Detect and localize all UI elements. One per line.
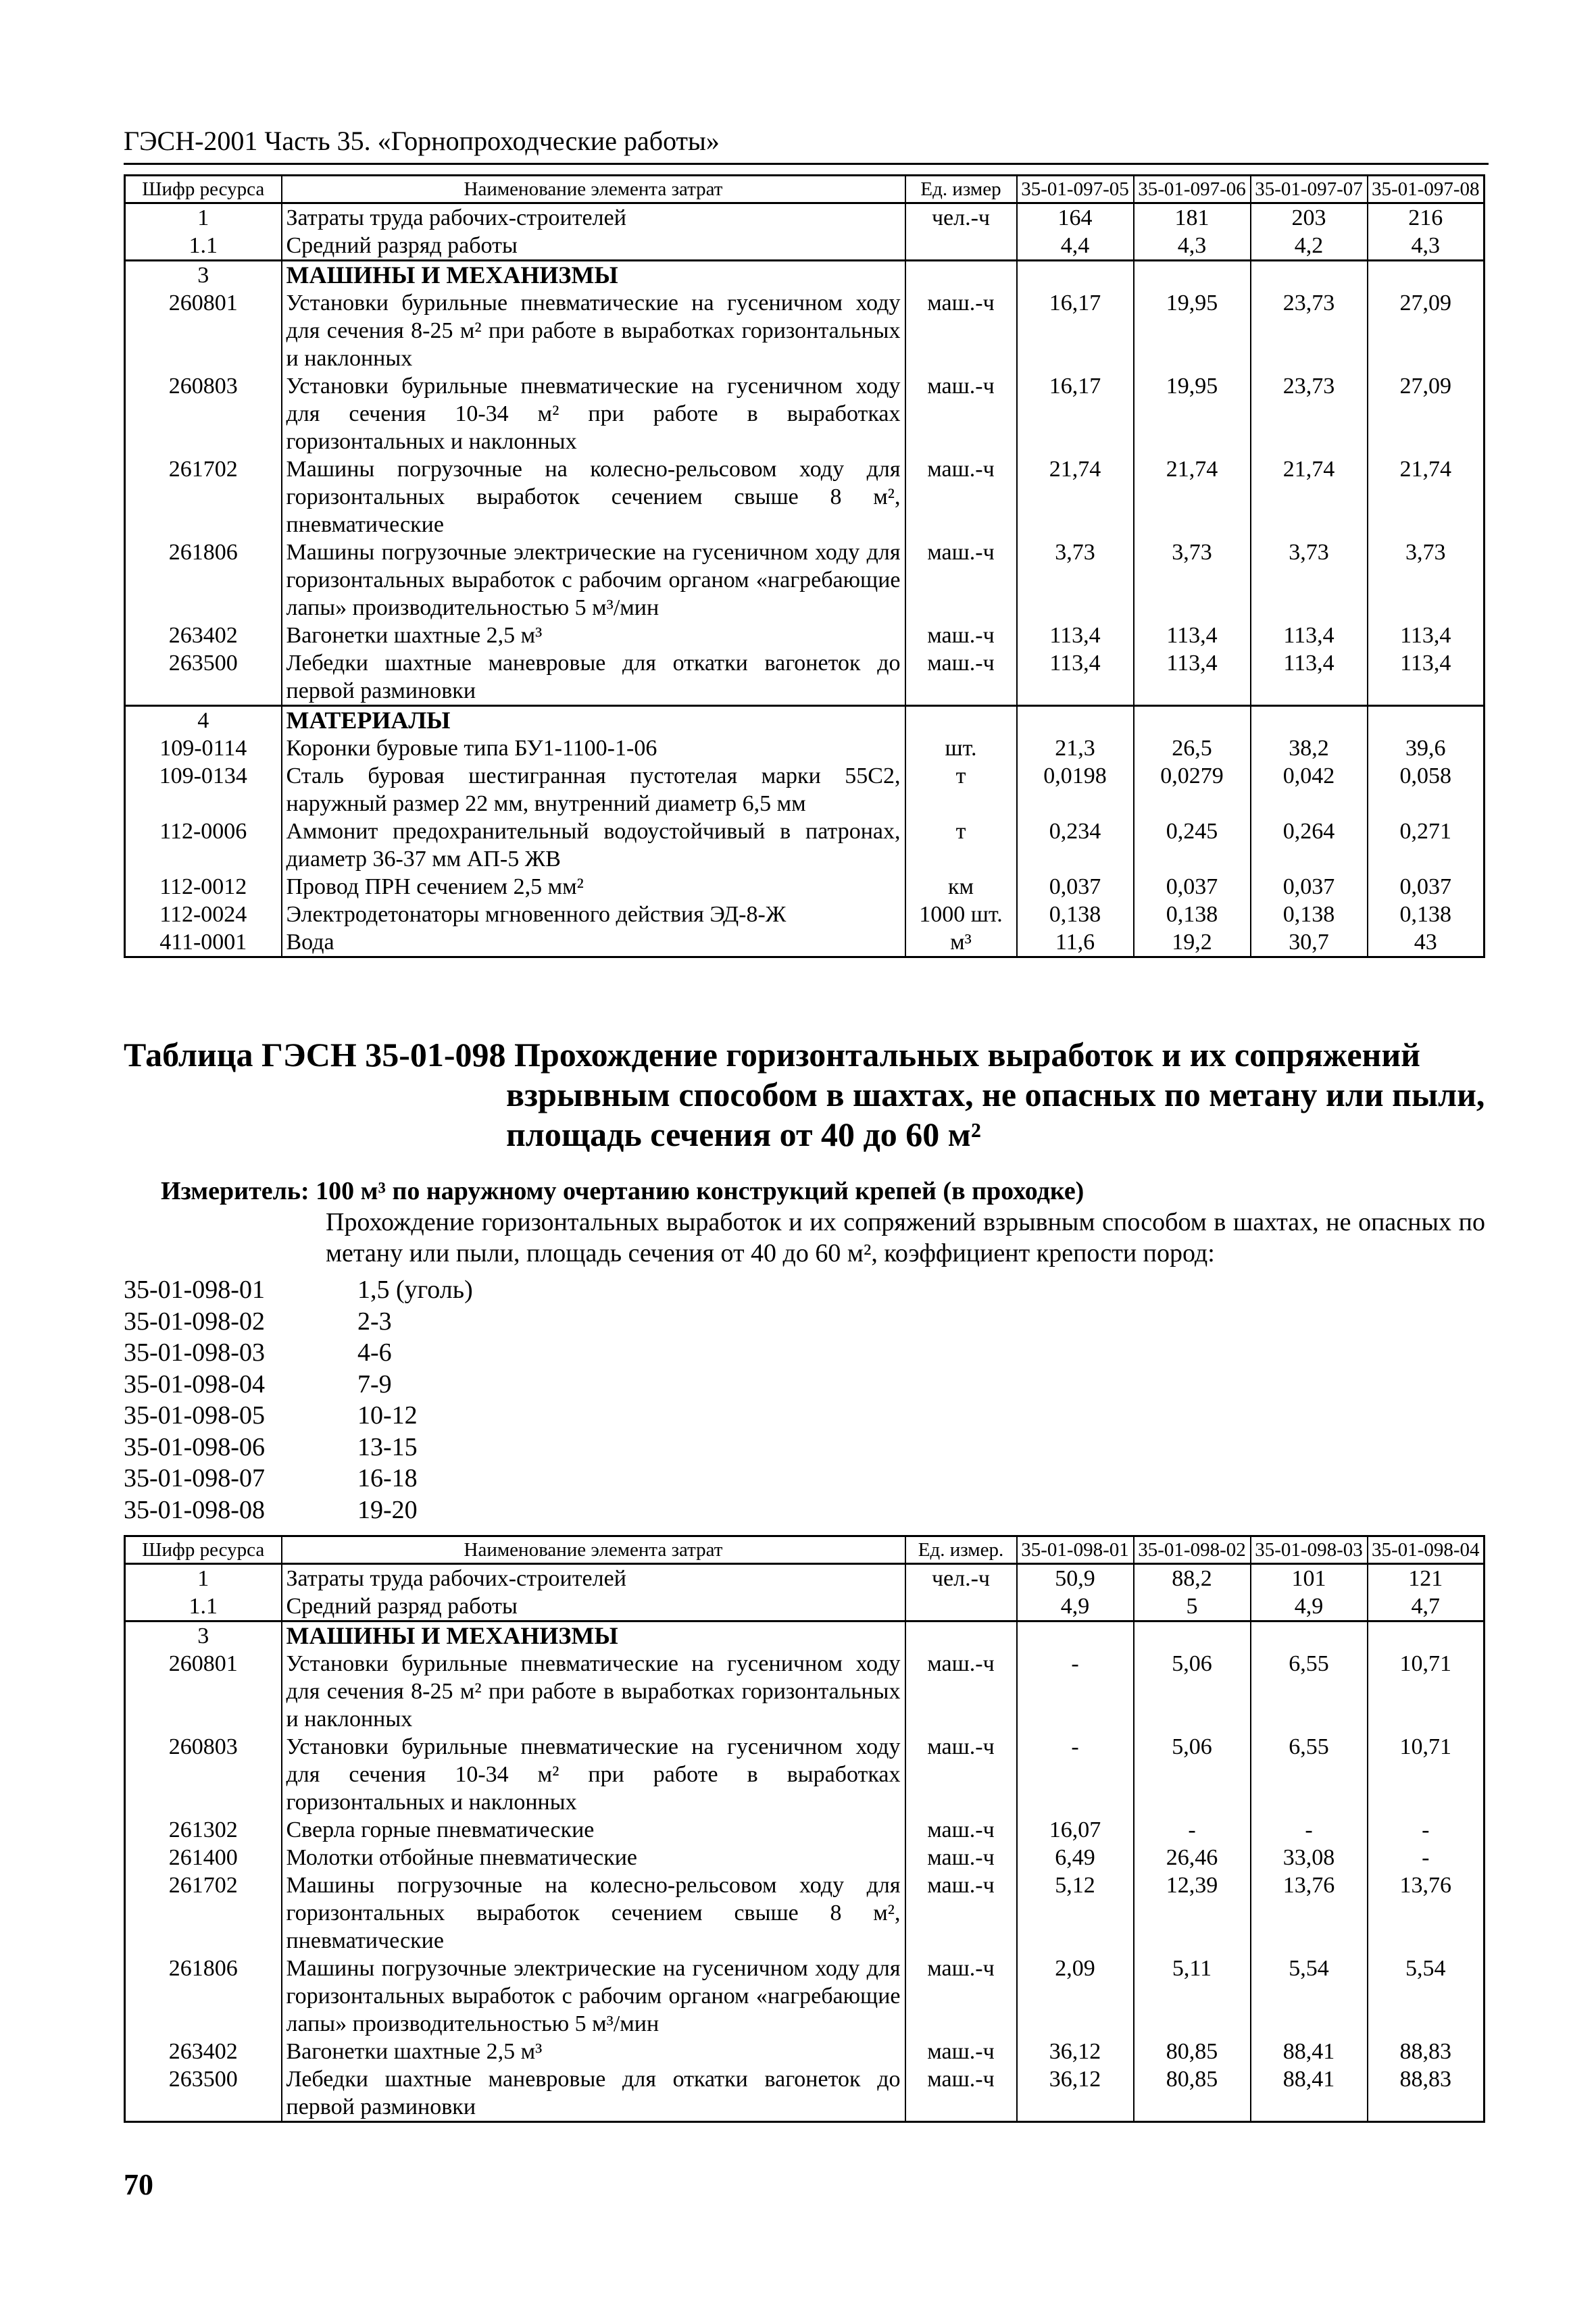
value-cell: 0,245 [1134,818,1251,873]
empty-cell [905,706,1017,735]
value-cell: 113,4 [1251,649,1368,706]
col-header-name: Наименование элемента затрат [282,176,905,203]
table-title [124,1035,1489,1155]
col-header-norm: 35-01-098-03 [1251,1536,1368,1564]
hardness-range: 19-20 [357,1495,418,1524]
resource-name: Провод ПРН сечением 2,5 мм² [282,873,905,901]
norm-code-list [124,1274,473,1526]
value-cell: 0,058 [1368,762,1485,818]
norm-code-row [124,1306,473,1338]
measure-value: 100 м³ по наружному очертанию конструкций крепей (в проходке) [316,1177,1084,1205]
table-row [125,762,1485,818]
resource-code: 261702 [125,1871,282,1955]
value-cell: 21,74 [1017,455,1134,538]
value-cell: 88,41 [1251,2065,1368,2122]
resource-code: 3 [125,261,282,290]
table-row [125,455,1485,538]
hardness-range: 13-15 [357,1432,418,1461]
value-cell: 43 [1368,928,1485,957]
col-header-unit: Ед. измер. [905,1536,1017,1564]
value-cell: 6,55 [1251,1733,1368,1816]
unit-cell: маш.-ч [905,538,1017,622]
value-cell: 12,39 [1134,1871,1251,1955]
value-cell: 80,85 [1134,2038,1251,2065]
resource-code: 1.1 [125,232,282,261]
table-row [125,1650,1485,1733]
col-header-code: Шифр ресурса [125,1536,282,1564]
table-row [125,203,1485,232]
value-cell: 3,73 [1368,538,1485,622]
table-row [125,873,1485,901]
section-title: МАШИНЫ И МЕХАНИЗМЫ [282,261,905,290]
value-cell: 21,3 [1017,734,1134,762]
value-cell: 2,09 [1017,1955,1134,2038]
hardness-range: 4-6 [357,1338,392,1367]
value-cell: 4,9 [1017,1592,1134,1621]
value-cell: 11,6 [1017,928,1134,957]
value-cell: 0,037 [1368,873,1485,901]
empty-cell [1368,261,1485,290]
norm-code: 35-01-098-06 [124,1432,265,1461]
empty-cell [1017,706,1134,735]
value-cell: 16,07 [1017,1816,1134,1844]
value-cell: 5,06 [1134,1733,1251,1816]
resource-name: Коронки буровые типа БУ1-1100-1-06 [282,734,905,762]
empty-cell [1134,706,1251,735]
unit-cell: км [905,873,1017,901]
value-cell: 5,06 [1134,1650,1251,1733]
value-cell: 0,037 [1134,873,1251,901]
resource-code: 261302 [125,1816,282,1844]
value-cell: 216 [1368,203,1485,232]
value-cell: 0,138 [1017,901,1134,928]
empty-cell [1251,1621,1368,1651]
empty-cell [1251,261,1368,290]
table-header-row [125,1536,1485,1564]
value-cell: 181 [1134,203,1251,232]
table-row [125,2038,1485,2065]
resource-code: 261806 [125,1955,282,2038]
value-cell: 113,4 [1368,649,1485,706]
resource-name: Установки бурильные пневматические на гусеничном ходу для сечения 10-34 м² при работе в выработках горизонтальных и наклонных [282,1733,905,1816]
table-row [125,818,1485,873]
value-cell: 0,0279 [1134,762,1251,818]
resource-code: 261400 [125,1844,282,1871]
value-cell: 113,4 [1368,622,1485,649]
value-cell: 21,74 [1368,455,1485,538]
norm-code: 35-01-098-03 [124,1338,265,1367]
value-cell: - [1368,1816,1485,1844]
resource-code: 263500 [125,2065,282,2122]
value-cell: 113,4 [1017,622,1134,649]
value-cell: 4,9 [1251,1592,1368,1621]
resource-name: Электродетонаторы мгновенного действия ЭД-8-Ж [282,901,905,928]
resource-name: Сталь буровая шестигранная пустотелая марки 55С2, наружный размер 22 мм, внутренний диаметр 6,5 мм [282,762,905,818]
value-cell: 3,73 [1251,538,1368,622]
table-row [125,901,1485,928]
section-row [125,706,1485,735]
table-title-line: Таблица ГЭСН 35-01-098 Прохождение горизонтальных выработок и их сопряжений [124,1036,1420,1074]
norm-code: 35-01-098-04 [124,1369,265,1399]
resource-code: 263500 [125,649,282,706]
measure-label: Измеритель: [161,1177,309,1205]
norm-code-row [124,1369,473,1401]
norm-code-row [124,1337,473,1369]
col-header-norm: 35-01-098-02 [1134,1536,1251,1564]
value-cell: 19,95 [1134,372,1251,455]
col-header-code: Шифр ресурса [125,176,282,203]
norm-code-row [124,1274,473,1306]
value-cell: 88,83 [1368,2065,1485,2122]
value-cell: 39,6 [1368,734,1485,762]
table-row [125,1816,1485,1844]
resource-name: Машины погрузочные на колесно-рельсовом ходу для горизонтальных выработок сечением свыше 8 м², пневматические [282,455,905,538]
table-row [125,2065,1485,2122]
resource-name: Машины погрузочные на колесно-рельсовом ходу для горизонтальных выработок сечением свыше 8 м², пневматические [282,1871,905,1955]
resource-code: 1 [125,203,282,232]
resource-code: 112-0006 [125,818,282,873]
resource-code: 261806 [125,538,282,622]
unit-cell: маш.-ч [905,1816,1017,1844]
value-cell: 4,7 [1368,1592,1485,1621]
empty-cell [1017,1621,1134,1651]
norm-code: 35-01-098-08 [124,1495,265,1524]
unit-cell: маш.-ч [905,649,1017,706]
table-title-line: площадь сечения от 40 до 60 м² [506,1115,981,1153]
value-cell: 0,264 [1251,818,1368,873]
table-row [125,1871,1485,1955]
resource-table-098 [124,1535,1485,2123]
table-row [125,372,1485,455]
measure-description: Прохождение горизонтальных выработок и их сопряжений взрывным способом в шахтах, не опасных по метану или пыли, площадь сечения от 40 до 60 м², коэффициент крепости пород: [326,1208,1485,1267]
value-cell: 30,7 [1251,928,1368,957]
resource-name: Сверла горные пневматические [282,1816,905,1844]
value-cell: 27,09 [1368,289,1485,372]
col-header-unit: Ед. измер [905,176,1017,203]
norm-code-row [124,1494,473,1526]
unit-cell: т [905,762,1017,818]
empty-cell [1368,1621,1485,1651]
resource-name: Вода [282,928,905,957]
value-cell: 27,09 [1368,372,1485,455]
resource-code: 411-0001 [125,928,282,957]
resource-code: 109-0114 [125,734,282,762]
value-cell: 0,138 [1368,901,1485,928]
resource-code: 260801 [125,1650,282,1733]
unit-cell: маш.-ч [905,1733,1017,1816]
value-cell: 4,2 [1251,232,1368,261]
empty-cell [905,261,1017,290]
value-cell: 50,9 [1017,1564,1134,1593]
value-cell: 36,12 [1017,2038,1134,2065]
resource-name: Установки бурильные пневматические на гусеничном ходу для сечения 8-25 м² при работе в выработках горизонтальных и наклонных [282,289,905,372]
value-cell: 19,95 [1134,289,1251,372]
unit-cell: шт. [905,734,1017,762]
value-cell: 0,271 [1368,818,1485,873]
value-cell: 10,71 [1368,1650,1485,1733]
value-cell: - [1368,1844,1485,1871]
resource-code: 260803 [125,372,282,455]
col-header-norm: 35-01-097-06 [1134,176,1251,203]
table-row [125,1955,1485,2038]
value-cell: 164 [1017,203,1134,232]
table-row [125,734,1485,762]
table-row [125,649,1485,706]
resource-code: 4 [125,706,282,735]
table-title-line: взрывным способом в шахтах, не опасных по метану или пыли, [506,1076,1485,1113]
value-cell: 88,2 [1134,1564,1251,1593]
resource-name: Затраты труда рабочих-строителей [282,1564,905,1593]
running-header: ГЭСН-2001 Часть 35. «Горнопроходческие работы» [124,124,1489,165]
resource-name: Вагонетки шахтные 2,5 м³ [282,2038,905,2065]
resource-name: Лебедки шахтные маневровые для откатки вагонеток до первой разминовки [282,649,905,706]
col-header-norm: 35-01-098-04 [1368,1536,1485,1564]
value-cell: 88,83 [1368,2038,1485,2065]
table-row [125,928,1485,957]
unit-cell: маш.-ч [905,2038,1017,2065]
table-row [125,538,1485,622]
value-cell: 0,138 [1251,901,1368,928]
value-cell: 26,46 [1134,1844,1251,1871]
value-cell: 21,74 [1134,455,1251,538]
value-cell: 4,4 [1017,232,1134,261]
resource-name: Молотки отбойные пневматические [282,1844,905,1871]
norm-code: 35-01-098-05 [124,1401,265,1430]
resource-code: 260801 [125,289,282,372]
page-number: 70 [124,2168,153,2201]
resource-code: 1.1 [125,1592,282,1621]
value-cell: 0,037 [1017,873,1134,901]
col-header-norm: 35-01-098-01 [1017,1536,1134,1564]
resource-code: 260803 [125,1733,282,1816]
value-cell: 80,85 [1134,2065,1251,2122]
unit-cell: маш.-ч [905,372,1017,455]
value-cell: 13,76 [1251,1871,1368,1955]
unit-cell: маш.-ч [905,455,1017,538]
value-cell: - [1017,1650,1134,1733]
resource-name: Вагонетки шахтные 2,5 м³ [282,622,905,649]
resource-table-097 [124,174,1485,958]
hardness-range: 1,5 (уголь) [357,1276,473,1304]
empty-cell [1251,706,1368,735]
section-row [125,1621,1485,1651]
value-cell: 113,4 [1251,622,1368,649]
resource-name: Установки бурильные пневматические на гусеничном ходу для сечения 8-25 м² при работе в выработках горизонтальных и наклонных [282,1650,905,1733]
resource-code: 112-0012 [125,873,282,901]
resource-code: 3 [125,1621,282,1651]
value-cell: 3,73 [1017,538,1134,622]
value-cell: 13,76 [1368,1871,1485,1955]
value-cell: 101 [1251,1564,1368,1593]
resource-name: Аммонит предохранительный водоустойчивый в патронах, диаметр 36-37 мм АП-5 ЖВ [282,818,905,873]
value-cell: 5,12 [1017,1871,1134,1955]
table-row [125,1733,1485,1816]
resource-name: Средний разряд работы [282,232,905,261]
hardness-range: 10-12 [357,1401,418,1430]
resource-code: 263402 [125,2038,282,2065]
unit-cell: маш.-ч [905,1844,1017,1871]
unit-cell: чел.-ч [905,203,1017,232]
value-cell: - [1134,1816,1251,1844]
value-cell: 5,11 [1134,1955,1251,2038]
col-header-name: Наименование элемента затрат [282,1536,905,1564]
table-row [125,1844,1485,1871]
unit-cell: 1000 шт. [905,901,1017,928]
measure-block [161,1176,1485,1269]
unit-cell [905,1592,1017,1621]
value-cell: 33,08 [1251,1844,1368,1871]
section-title: МАТЕРИАЛЫ [282,706,905,735]
norm-code-row [124,1432,473,1463]
value-cell: 88,41 [1251,2038,1368,2065]
empty-cell [1134,1621,1251,1651]
unit-cell: маш.-ч [905,1650,1017,1733]
value-cell: 203 [1251,203,1368,232]
unit-cell: чел.-ч [905,1564,1017,1593]
value-cell: 23,73 [1251,289,1368,372]
unit-cell: м³ [905,928,1017,957]
value-cell: 16,17 [1017,372,1134,455]
value-cell: 26,5 [1134,734,1251,762]
value-cell: 0,138 [1134,901,1251,928]
col-header-norm: 35-01-097-08 [1368,176,1485,203]
unit-cell [905,232,1017,261]
value-cell: 113,4 [1134,622,1251,649]
value-cell: 21,74 [1251,455,1368,538]
norm-code: 35-01-098-07 [124,1464,265,1492]
col-header-norm: 35-01-097-05 [1017,176,1134,203]
value-cell: 0,037 [1251,873,1368,901]
table-row [125,1592,1485,1621]
resource-name: Машины погрузочные электрические на гусеничном ходу для горизонтальных выработок с рабочим органом «нагребающие лапы» производительностью 5 м³/мин [282,538,905,622]
empty-cell [1368,706,1485,735]
unit-cell: маш.-ч [905,289,1017,372]
resource-name: Средний разряд работы [282,1592,905,1621]
value-cell: 19,2 [1134,928,1251,957]
hardness-range: 16-18 [357,1464,418,1492]
value-cell: - [1251,1816,1368,1844]
section-row [125,261,1485,290]
value-cell: 23,73 [1251,372,1368,455]
resource-code: 112-0024 [125,901,282,928]
value-cell: 16,17 [1017,289,1134,372]
norm-code: 35-01-098-01 [124,1276,265,1304]
resource-code: 261702 [125,455,282,538]
unit-cell: маш.-ч [905,2065,1017,2122]
value-cell: 0,234 [1017,818,1134,873]
resource-name: Машины погрузочные электрические на гусеничном ходу для горизонтальных выработок с рабочим органом «нагребающие лапы» производительностью 5 м³/мин [282,1955,905,2038]
value-cell: 113,4 [1134,649,1251,706]
resource-code: 109-0134 [125,762,282,818]
value-cell: 3,73 [1134,538,1251,622]
table-row [125,1564,1485,1593]
resource-code: 263402 [125,622,282,649]
value-cell: 113,4 [1017,649,1134,706]
value-cell: 6,55 [1251,1650,1368,1733]
norm-code: 35-01-098-02 [124,1307,265,1336]
value-cell: 10,71 [1368,1733,1485,1816]
value-cell: 4,3 [1134,232,1251,261]
value-cell: 36,12 [1017,2065,1134,2122]
resource-name: Лебедки шахтные маневровые для откатки вагонеток до первой разминовки [282,2065,905,2122]
table-row [125,289,1485,372]
resource-code: 1 [125,1564,282,1593]
norm-code-row [124,1400,473,1432]
value-cell: 5 [1134,1592,1251,1621]
col-header-norm: 35-01-097-07 [1251,176,1368,203]
value-cell: 0,042 [1251,762,1368,818]
unit-cell: маш.-ч [905,622,1017,649]
section-title: МАШИНЫ И МЕХАНИЗМЫ [282,1621,905,1651]
table-row [125,622,1485,649]
resource-name: Затраты труда рабочих-строителей [282,203,905,232]
value-cell: 38,2 [1251,734,1368,762]
table-row [125,232,1485,261]
empty-cell [1134,261,1251,290]
table-header-row [125,176,1485,203]
unit-cell: маш.-ч [905,1955,1017,2038]
unit-cell: маш.-ч [905,1871,1017,1955]
norm-code-row [124,1463,473,1494]
empty-cell [1017,261,1134,290]
resource-name: Установки бурильные пневматические на гусеничном ходу для сечения 10-34 м² при работе в выработках горизонтальных и наклонных [282,372,905,455]
value-cell: 6,49 [1017,1844,1134,1871]
value-cell: 5,54 [1368,1955,1485,2038]
value-cell: - [1017,1733,1134,1816]
empty-cell [905,1621,1017,1651]
value-cell: 0,0198 [1017,762,1134,818]
hardness-range: 2-3 [357,1307,392,1336]
value-cell: 5,54 [1251,1955,1368,2038]
unit-cell: т [905,818,1017,873]
hardness-range: 7-9 [357,1369,392,1399]
value-cell: 121 [1368,1564,1485,1593]
value-cell: 4,3 [1368,232,1485,261]
